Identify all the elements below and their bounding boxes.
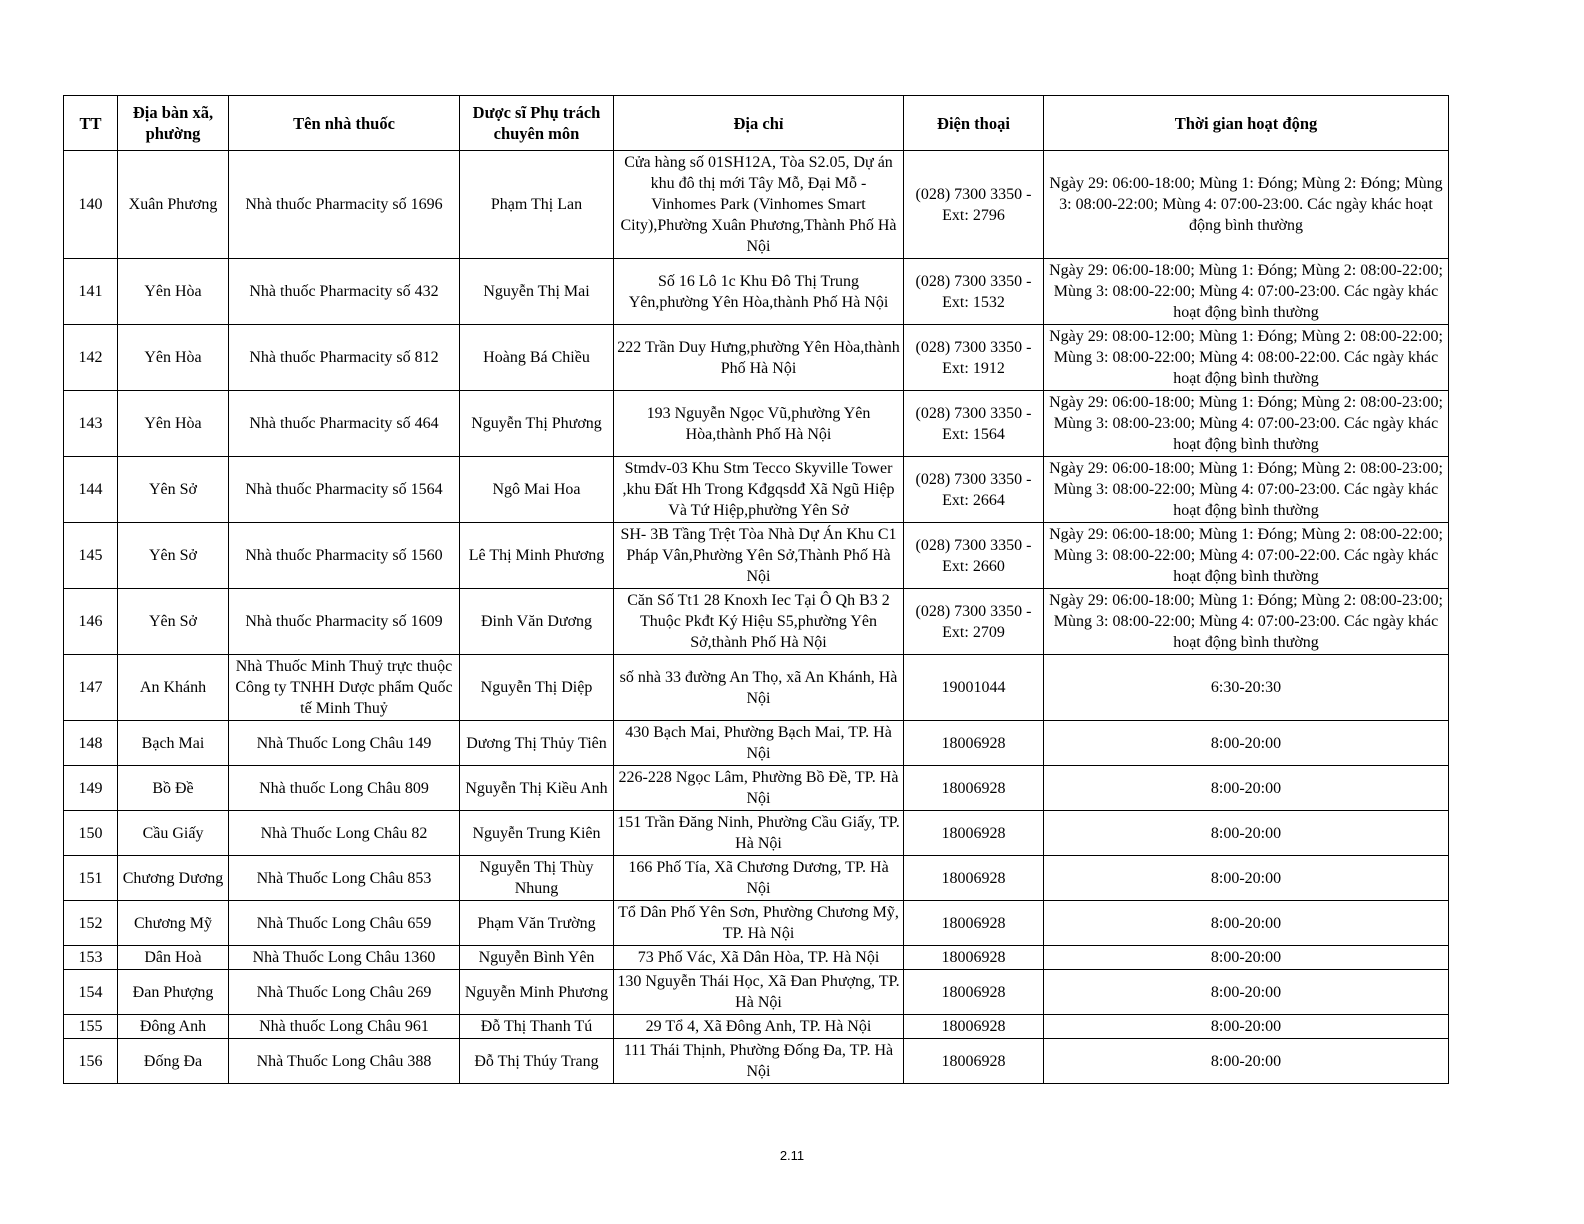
table-row — [64, 970, 1449, 1015]
cell-pharmacy: Nhà Thuốc Long Châu 388 — [229, 1039, 460, 1084]
cell-hours: 8:00-20:00 — [1044, 766, 1449, 811]
cell-phone: 18006928 — [904, 901, 1044, 946]
cell-phone: 18006928 — [904, 1015, 1044, 1039]
cell-tt: 152 — [64, 901, 118, 946]
cell-district: Yên Hòa — [118, 391, 229, 457]
cell-phone: 18006928 — [904, 1039, 1044, 1084]
cell-pharmacist: Đỗ Thị Thúy Trang — [460, 1039, 614, 1084]
cell-pharmacy: Nhà Thuốc Minh Thuỷ trực thuộc Công ty TNHH Dược phẩm Quốc tế Minh Thuỷ — [229, 655, 460, 721]
cell-address: Số 16 Lô 1c Khu Đô Thị Trung Yên,phường Yên Hòa,thành Phố Hà Nội — [614, 259, 904, 325]
cell-district: Bạch Mai — [118, 721, 229, 766]
cell-pharmacist: Đinh Văn Dương — [460, 589, 614, 655]
cell-address: số nhà 33 đường An Thọ, xã An Khánh, Hà Nội — [614, 655, 904, 721]
cell-pharmacy: Nhà thuốc Pharmacity số 464 — [229, 391, 460, 457]
cell-hours: 8:00-20:00 — [1044, 1015, 1449, 1039]
table-row — [64, 151, 1449, 259]
cell-pharmacy: Nhà thuốc Pharmacity số 1560 — [229, 523, 460, 589]
column-header-phone: Điện thoại — [904, 96, 1044, 151]
cell-phone: 18006928 — [904, 766, 1044, 811]
table-header — [64, 96, 1449, 151]
table-row — [64, 901, 1449, 946]
cell-phone: 18006928 — [904, 970, 1044, 1015]
cell-pharmacy: Nhà Thuốc Long Châu 82 — [229, 811, 460, 856]
cell-district: Bồ Đề — [118, 766, 229, 811]
cell-address: SH- 3B Tầng Trệt Tòa Nhà Dự Án Khu C1 Pháp Vân,Phường Yên Sở,Thành Phố Hà Nội — [614, 523, 904, 589]
cell-pharmacist: Đỗ Thị Thanh Tú — [460, 1015, 614, 1039]
cell-phone: (028) 7300 3350 - Ext: 2664 — [904, 457, 1044, 523]
cell-hours: 8:00-20:00 — [1044, 856, 1449, 901]
column-header-pharmacy: Tên nhà thuốc — [229, 96, 460, 151]
table-row — [64, 1039, 1449, 1084]
cell-phone: (028) 7300 3350 - Ext: 1912 — [904, 325, 1044, 391]
cell-phone: (028) 7300 3350 - Ext: 2660 — [904, 523, 1044, 589]
table-row — [64, 259, 1449, 325]
cell-pharmacy: Nhà Thuốc Long Châu 149 — [229, 721, 460, 766]
cell-district: Dân Hoà — [118, 946, 229, 970]
cell-district: Xuân Phương — [118, 151, 229, 259]
cell-tt: 151 — [64, 856, 118, 901]
column-header-pharmacist: Dược sĩ Phụ trách chuyên môn — [460, 96, 614, 151]
cell-district: Yên Sở — [118, 589, 229, 655]
column-header-address: Địa chỉ — [614, 96, 904, 151]
cell-phone: (028) 7300 3350 - Ext: 1532 — [904, 259, 1044, 325]
cell-district: Chương Mỹ — [118, 901, 229, 946]
cell-tt: 140 — [64, 151, 118, 259]
cell-pharmacist: Nguyễn Bình Yên — [460, 946, 614, 970]
cell-district: Đống Đa — [118, 1039, 229, 1084]
cell-district: Yên Hòa — [118, 325, 229, 391]
cell-hours: Ngày 29: 06:00-18:00; Mùng 1: Đóng; Mùng 2: 08:00-23:00; Mùng 3: 08:00-23:00; Mùng 4: 07:00-23:00. Các ngày khác hoạt động bình thường — [1044, 391, 1449, 457]
cell-pharmacy: Nhà thuốc Long Châu 961 — [229, 1015, 460, 1039]
cell-hours: Ngày 29: 06:00-18:00; Mùng 1: Đóng; Mùng 2: 08:00-23:00; Mùng 3: 08:00-22:00; Mùng 4: 07:00-23:00. Các ngày khác hoạt động bình thường — [1044, 589, 1449, 655]
cell-tt: 141 — [64, 259, 118, 325]
cell-pharmacist: Phạm Thị Lan — [460, 151, 614, 259]
cell-address: 73 Phố Vác, Xã Dân Hòa, TP. Hà Nội — [614, 946, 904, 970]
table-row — [64, 766, 1449, 811]
table-row — [64, 655, 1449, 721]
cell-pharmacist: Nguyễn Thị Kiều Anh — [460, 766, 614, 811]
cell-hours: 8:00-20:00 — [1044, 901, 1449, 946]
cell-pharmacy: Nhà thuốc Long Châu 809 — [229, 766, 460, 811]
cell-address: 226-228 Ngọc Lâm, Phường Bồ Đề, TP. Hà Nội — [614, 766, 904, 811]
cell-pharmacy: Nhà Thuốc Long Châu 659 — [229, 901, 460, 946]
cell-hours: 8:00-20:00 — [1044, 811, 1449, 856]
cell-hours: 8:00-20:00 — [1044, 946, 1449, 970]
cell-tt: 154 — [64, 970, 118, 1015]
cell-pharmacy: Nhà thuốc Pharmacity số 432 — [229, 259, 460, 325]
table-body — [64, 151, 1449, 1084]
cell-address: 111 Thái Thịnh, Phường Đống Đa, TP. Hà Nội — [614, 1039, 904, 1084]
cell-address: Tổ Dân Phố Yên Sơn, Phường Chương Mỹ, TP. Hà Nội — [614, 901, 904, 946]
cell-pharmacist: Ngô Mai Hoa — [460, 457, 614, 523]
cell-tt: 153 — [64, 946, 118, 970]
cell-district: Đan Phượng — [118, 970, 229, 1015]
cell-pharmacist: Phạm Văn Trường — [460, 901, 614, 946]
cell-address: 430 Bạch Mai, Phường Bạch Mai, TP. Hà Nội — [614, 721, 904, 766]
table-row — [64, 391, 1449, 457]
table-row — [64, 856, 1449, 901]
cell-tt: 150 — [64, 811, 118, 856]
cell-tt: 147 — [64, 655, 118, 721]
cell-district: Đông Anh — [118, 1015, 229, 1039]
cell-address: Stmdv-03 Khu Stm Tecco Skyville Tower ,khu Đất Hh Trong Kđgqsdđ Xã Ngũ Hiệp Và Tứ Hiệp,phường Yên Sở — [614, 457, 904, 523]
cell-pharmacy: Nhà Thuốc Long Châu 269 — [229, 970, 460, 1015]
cell-tt: 148 — [64, 721, 118, 766]
cell-address: 151 Trần Đăng Ninh, Phường Cầu Giấy, TP. Hà Nội — [614, 811, 904, 856]
cell-pharmacist: Nguyễn Thị Mai — [460, 259, 614, 325]
cell-pharmacy: Nhà thuốc Pharmacity số 1696 — [229, 151, 460, 259]
column-header-district: Địa bàn xã, phường — [118, 96, 229, 151]
cell-phone: 18006928 — [904, 856, 1044, 901]
table-row — [64, 811, 1449, 856]
cell-address: 166 Phố Tía, Xã Chương Dương, TP. Hà Nội — [614, 856, 904, 901]
cell-pharmacist: Nguyễn Minh Phương — [460, 970, 614, 1015]
cell-pharmacist: Nguyễn Thị Phương — [460, 391, 614, 457]
cell-phone: 18006928 — [904, 811, 1044, 856]
cell-tt: 149 — [64, 766, 118, 811]
cell-hours: Ngày 29: 06:00-18:00; Mùng 1: Đóng; Mùng 2: 08:00-23:00; Mùng 3: 08:00-22:00; Mùng 4: 07:00-23:00. Các ngày khác hoạt động bình thường — [1044, 457, 1449, 523]
cell-district: Cầu Giấy — [118, 811, 229, 856]
cell-phone: (028) 7300 3350 - Ext: 2796 — [904, 151, 1044, 259]
cell-district: Yên Hòa — [118, 259, 229, 325]
cell-tt: 142 — [64, 325, 118, 391]
cell-hours: Ngày 29: 08:00-12:00; Mùng 1: Đóng; Mùng 2: 08:00-22:00; Mùng 3: 08:00-22:00; Mùng 4: 08:00-22:00. Các ngày khác hoạt động bình thường — [1044, 325, 1449, 391]
cell-tt: 155 — [64, 1015, 118, 1039]
cell-phone: (028) 7300 3350 - Ext: 1564 — [904, 391, 1044, 457]
cell-tt: 156 — [64, 1039, 118, 1084]
cell-pharmacist: Hoàng Bá Chiều — [460, 325, 614, 391]
cell-district: Chương Dương — [118, 856, 229, 901]
cell-hours: Ngày 29: 06:00-18:00; Mùng 1: Đóng; Mùng 2: 08:00-22:00; Mùng 3: 08:00-22:00; Mùng 4: 07:00-23:00. Các ngày khác hoạt động bình thường — [1044, 259, 1449, 325]
cell-hours: 8:00-20:00 — [1044, 1039, 1449, 1084]
table-row — [64, 325, 1449, 391]
cell-pharmacist: Dương Thị Thủy Tiên — [460, 721, 614, 766]
table-row — [64, 457, 1449, 523]
cell-phone: 18006928 — [904, 721, 1044, 766]
cell-hours: 8:00-20:00 — [1044, 970, 1449, 1015]
cell-address: 130 Nguyễn Thái Học, Xã Đan Phượng, TP. Hà Nội — [614, 970, 904, 1015]
cell-tt: 146 — [64, 589, 118, 655]
table-row — [64, 721, 1449, 766]
table-row — [64, 946, 1449, 970]
cell-tt: 145 — [64, 523, 118, 589]
cell-tt: 143 — [64, 391, 118, 457]
column-header-hours: Thời gian hoạt động — [1044, 96, 1449, 151]
cell-phone: 19001044 — [904, 655, 1044, 721]
cell-address: 193 Nguyễn Ngọc Vũ,phường Yên Hòa,thành Phố Hà Nội — [614, 391, 904, 457]
cell-district: Yên Sở — [118, 457, 229, 523]
cell-hours: Ngày 29: 06:00-18:00; Mùng 1: Đóng; Mùng 2: Đóng; Mùng 3: 08:00-22:00; Mùng 4: 07:00-23:00. Các ngày khác hoạt động bình thường — [1044, 151, 1449, 259]
cell-pharmacy: Nhà thuốc Pharmacity số 1609 — [229, 589, 460, 655]
cell-pharmacy: Nhà thuốc Pharmacity số 1564 — [229, 457, 460, 523]
cell-tt: 144 — [64, 457, 118, 523]
cell-pharmacy: Nhà Thuốc Long Châu 853 — [229, 856, 460, 901]
cell-district: Yên Sở — [118, 523, 229, 589]
table-row — [64, 1015, 1449, 1039]
table-row — [64, 589, 1449, 655]
cell-pharmacist: Nguyễn Thị Thùy Nhung — [460, 856, 614, 901]
cell-pharmacy: Nhà thuốc Pharmacity số 812 — [229, 325, 460, 391]
cell-address: 222 Trần Duy Hưng,phường Yên Hòa,thành Phố Hà Nội — [614, 325, 904, 391]
table-row — [64, 523, 1449, 589]
pharmacy-table — [63, 95, 1449, 1084]
table-header-row — [64, 96, 1449, 151]
cell-phone: 18006928 — [904, 946, 1044, 970]
cell-hours: 6:30-20:30 — [1044, 655, 1449, 721]
column-header-tt: TT — [64, 96, 118, 151]
cell-address: 29 Tổ 4, Xã Đông Anh, TP. Hà Nội — [614, 1015, 904, 1039]
cell-pharmacist: Nguyễn Thị Diệp — [460, 655, 614, 721]
cell-hours: Ngày 29: 06:00-18:00; Mùng 1: Đóng; Mùng 2: 08:00-22:00; Mùng 3: 08:00-22:00; Mùng 4: 07:00-22:00. Các ngày khác hoạt động bình thường — [1044, 523, 1449, 589]
cell-phone: (028) 7300 3350 - Ext: 2709 — [904, 589, 1044, 655]
cell-hours: 8:00-20:00 — [1044, 721, 1449, 766]
cell-address: Cửa hàng số 01SH12A, Tòa S2.05, Dự án khu đô thị mới Tây Mỗ, Đại Mỗ - Vinhomes Park (Vinhomes Smart City),Phường Xuân Phương,Thành Phố Hà Nội — [614, 151, 904, 259]
cell-pharmacy: Nhà Thuốc Long Châu 1360 — [229, 946, 460, 970]
page-number: 2.11 — [779, 1148, 805, 1163]
cell-district: An Khánh — [118, 655, 229, 721]
cell-address: Căn Số Tt1 28 Knoxh Iec Tại Ô Qh B3 2 Thuộc Pkđt Ký Hiệu S5,phường Yên Sở,thành Phố Hà Nội — [614, 589, 904, 655]
cell-pharmacist: Nguyễn Trung Kiên — [460, 811, 614, 856]
cell-pharmacist: Lê Thị Minh Phương — [460, 523, 614, 589]
